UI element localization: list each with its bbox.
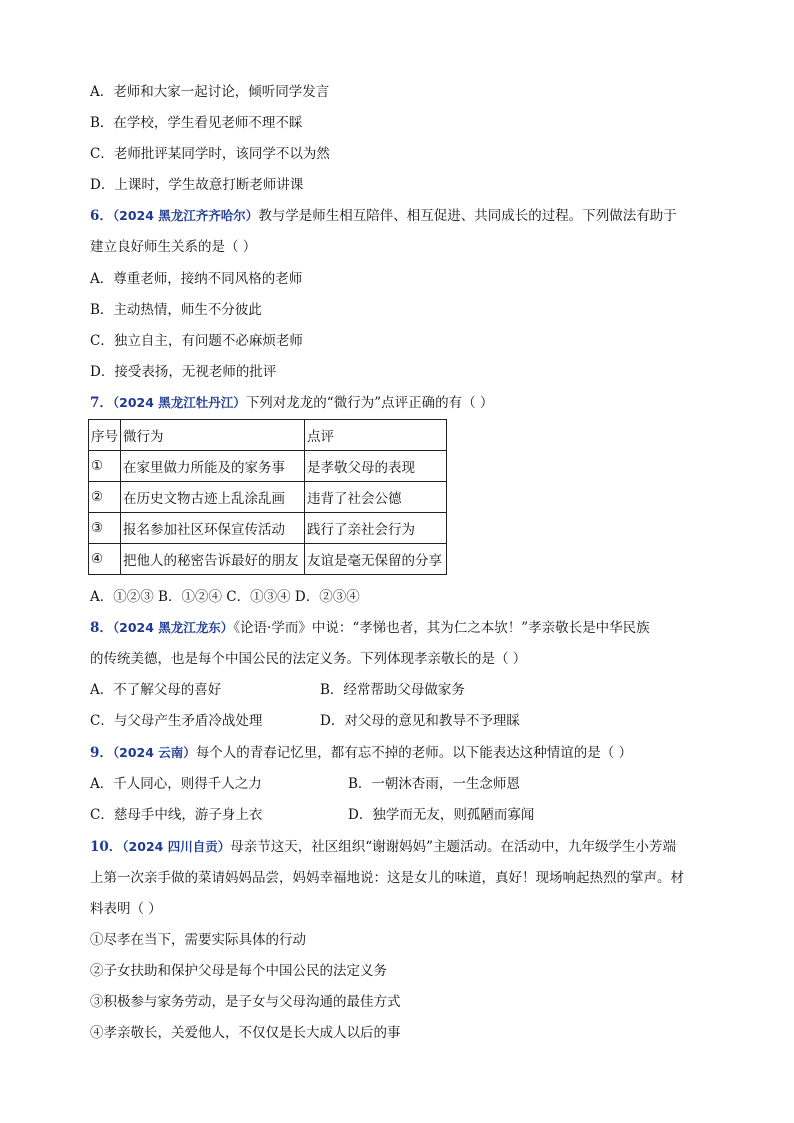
q6-stem	[90, 206, 677, 226]
table-cell: 违背了社会公德	[305, 482, 447, 513]
q9-option-d: D．独学而无友，则孤陋而寡闻	[348, 807, 535, 823]
question-number: 6．	[90, 208, 113, 224]
q8-option-c: C．与父母产生矛盾冷战处理	[90, 713, 263, 729]
q6-option-d: D．接受表扬，无视老师的批评	[90, 364, 277, 380]
q9-option-a: A．千人同心，则得千人之力	[90, 776, 262, 792]
q8-stem	[90, 618, 650, 638]
q6-option-c: C．独立自主，有问题不必麻烦老师	[90, 333, 303, 349]
question-source: （2024 黑龙江牡丹江）	[112, 395, 246, 410]
q10-stem-cont: 料表明（ ）	[90, 901, 162, 917]
q8-option-a: A．不了解父母的喜好	[90, 682, 222, 698]
question-number: 8．	[90, 620, 113, 636]
table-cell: 是孝敬父母的表现	[305, 451, 447, 482]
q5-option-a: A．老师和大家一起讨论，倾听同学发言	[90, 84, 330, 100]
table-cell: 友谊是毫无保留的分享	[305, 544, 447, 575]
q10-item-3: ③积极参与家务劳动，是子女与父母沟通的最佳方式	[90, 994, 401, 1010]
q8-option-b: B．经常帮助父母做家务	[320, 682, 465, 698]
header-cell: 微行为	[121, 420, 305, 451]
q7-stem	[90, 393, 493, 413]
table-row	[89, 544, 447, 575]
q10-item-2: ②子女扶助和保护父母是每个中国公民的法定义务	[90, 963, 387, 979]
question-source: （2024 黑龙江齐齐哈尔）	[112, 208, 259, 223]
q6-stem-cont: 建立良好师生关系的是（ ）	[90, 239, 257, 255]
micro-behavior-table	[88, 419, 447, 575]
table-cell: ④	[89, 544, 121, 575]
table-cell: 把他人的秘密告诉最好的朋友	[121, 544, 305, 575]
q10-stem-cont: 上第一次亲手做的菜请妈妈品尝，妈妈幸福地说：这是女儿的味道，真好！现场响起热烈的掌声。材	[90, 870, 684, 886]
table-row	[89, 451, 447, 482]
q6-option-b: B．主动热情，师生不分彼此	[90, 302, 262, 318]
question-text: 每个人的青春记忆里，都有忘不掉的老师。以下能表达这种情谊的是（ ）	[195, 745, 633, 761]
table-header-row	[89, 420, 447, 451]
q8-option-d: D．对父母的意见和教导不予理睬	[320, 713, 520, 729]
table-cell: 报名参加社区环保宣传活动	[121, 513, 305, 544]
q10-item-1: ①尽孝在当下，需要实际具体的行动	[90, 932, 306, 948]
table-cell: ②	[89, 482, 121, 513]
q10-item-4: ④孝亲敬长，关爱他人，不仅仅是长大成人以后的事	[90, 1025, 401, 1041]
question-number: 7．	[90, 395, 113, 411]
question-text: 母亲节这天，社区组织“谢谢妈妈”主题活动。在活动中，九年级学生小芳端	[230, 839, 677, 855]
table-cell: ①	[89, 451, 121, 482]
question-text: 下列对龙龙的“微行为”点评正确的有（ ）	[245, 395, 494, 411]
question-source: （2024 云南）	[112, 745, 196, 760]
table-cell: 在历史文物古迹上乱涂乱画	[121, 482, 305, 513]
q9-option-b: B．一朝沐杏雨，一生念师恩	[348, 776, 520, 792]
q7-options: A．①②③ B．①②④ C．①③④ D．②③④	[90, 589, 360, 605]
table-cell: 在家里做力所能及的家务事	[121, 451, 305, 482]
table-row	[89, 482, 447, 513]
header-cell: 点评	[305, 420, 447, 451]
q10-stem	[90, 837, 676, 857]
q5-option-c: C．老师批评某同学时，该同学不以为然	[90, 146, 330, 162]
question-source: （2024 黑龙江龙东）	[112, 620, 234, 635]
q5-option-d: D．上课时，学生故意打断老师讲课	[90, 177, 304, 193]
question-number: 10．	[90, 839, 123, 855]
question-text: 教与学是师生相互陪伴、相互促进、共同成长的过程。下列做法有助于	[258, 208, 677, 224]
table-cell: 践行了亲社会行为	[305, 513, 447, 544]
question-text: 《论语·学而》中说：“孝悌也者，其为仁之本欤！”孝亲敬长是中华民族	[233, 620, 650, 636]
header-cell: 序号	[89, 420, 121, 451]
q9-stem	[90, 743, 632, 763]
question-source: （2024 四川自贡）	[122, 839, 231, 854]
q8-stem-cont: 的传统美德，也是每个中国公民的法定义务。下列体现孝亲敬长的是（ ）	[90, 651, 527, 667]
q9-option-c: C．慈母手中线，游子身上衣	[90, 807, 263, 823]
q5-option-b: B．在学校，学生看见老师不理不睬	[90, 115, 303, 131]
q6-option-a: A．尊重老师，接纳不同风格的老师	[90, 271, 303, 287]
table-cell: ③	[89, 513, 121, 544]
question-number: 9．	[90, 745, 113, 761]
table-row	[89, 513, 447, 544]
